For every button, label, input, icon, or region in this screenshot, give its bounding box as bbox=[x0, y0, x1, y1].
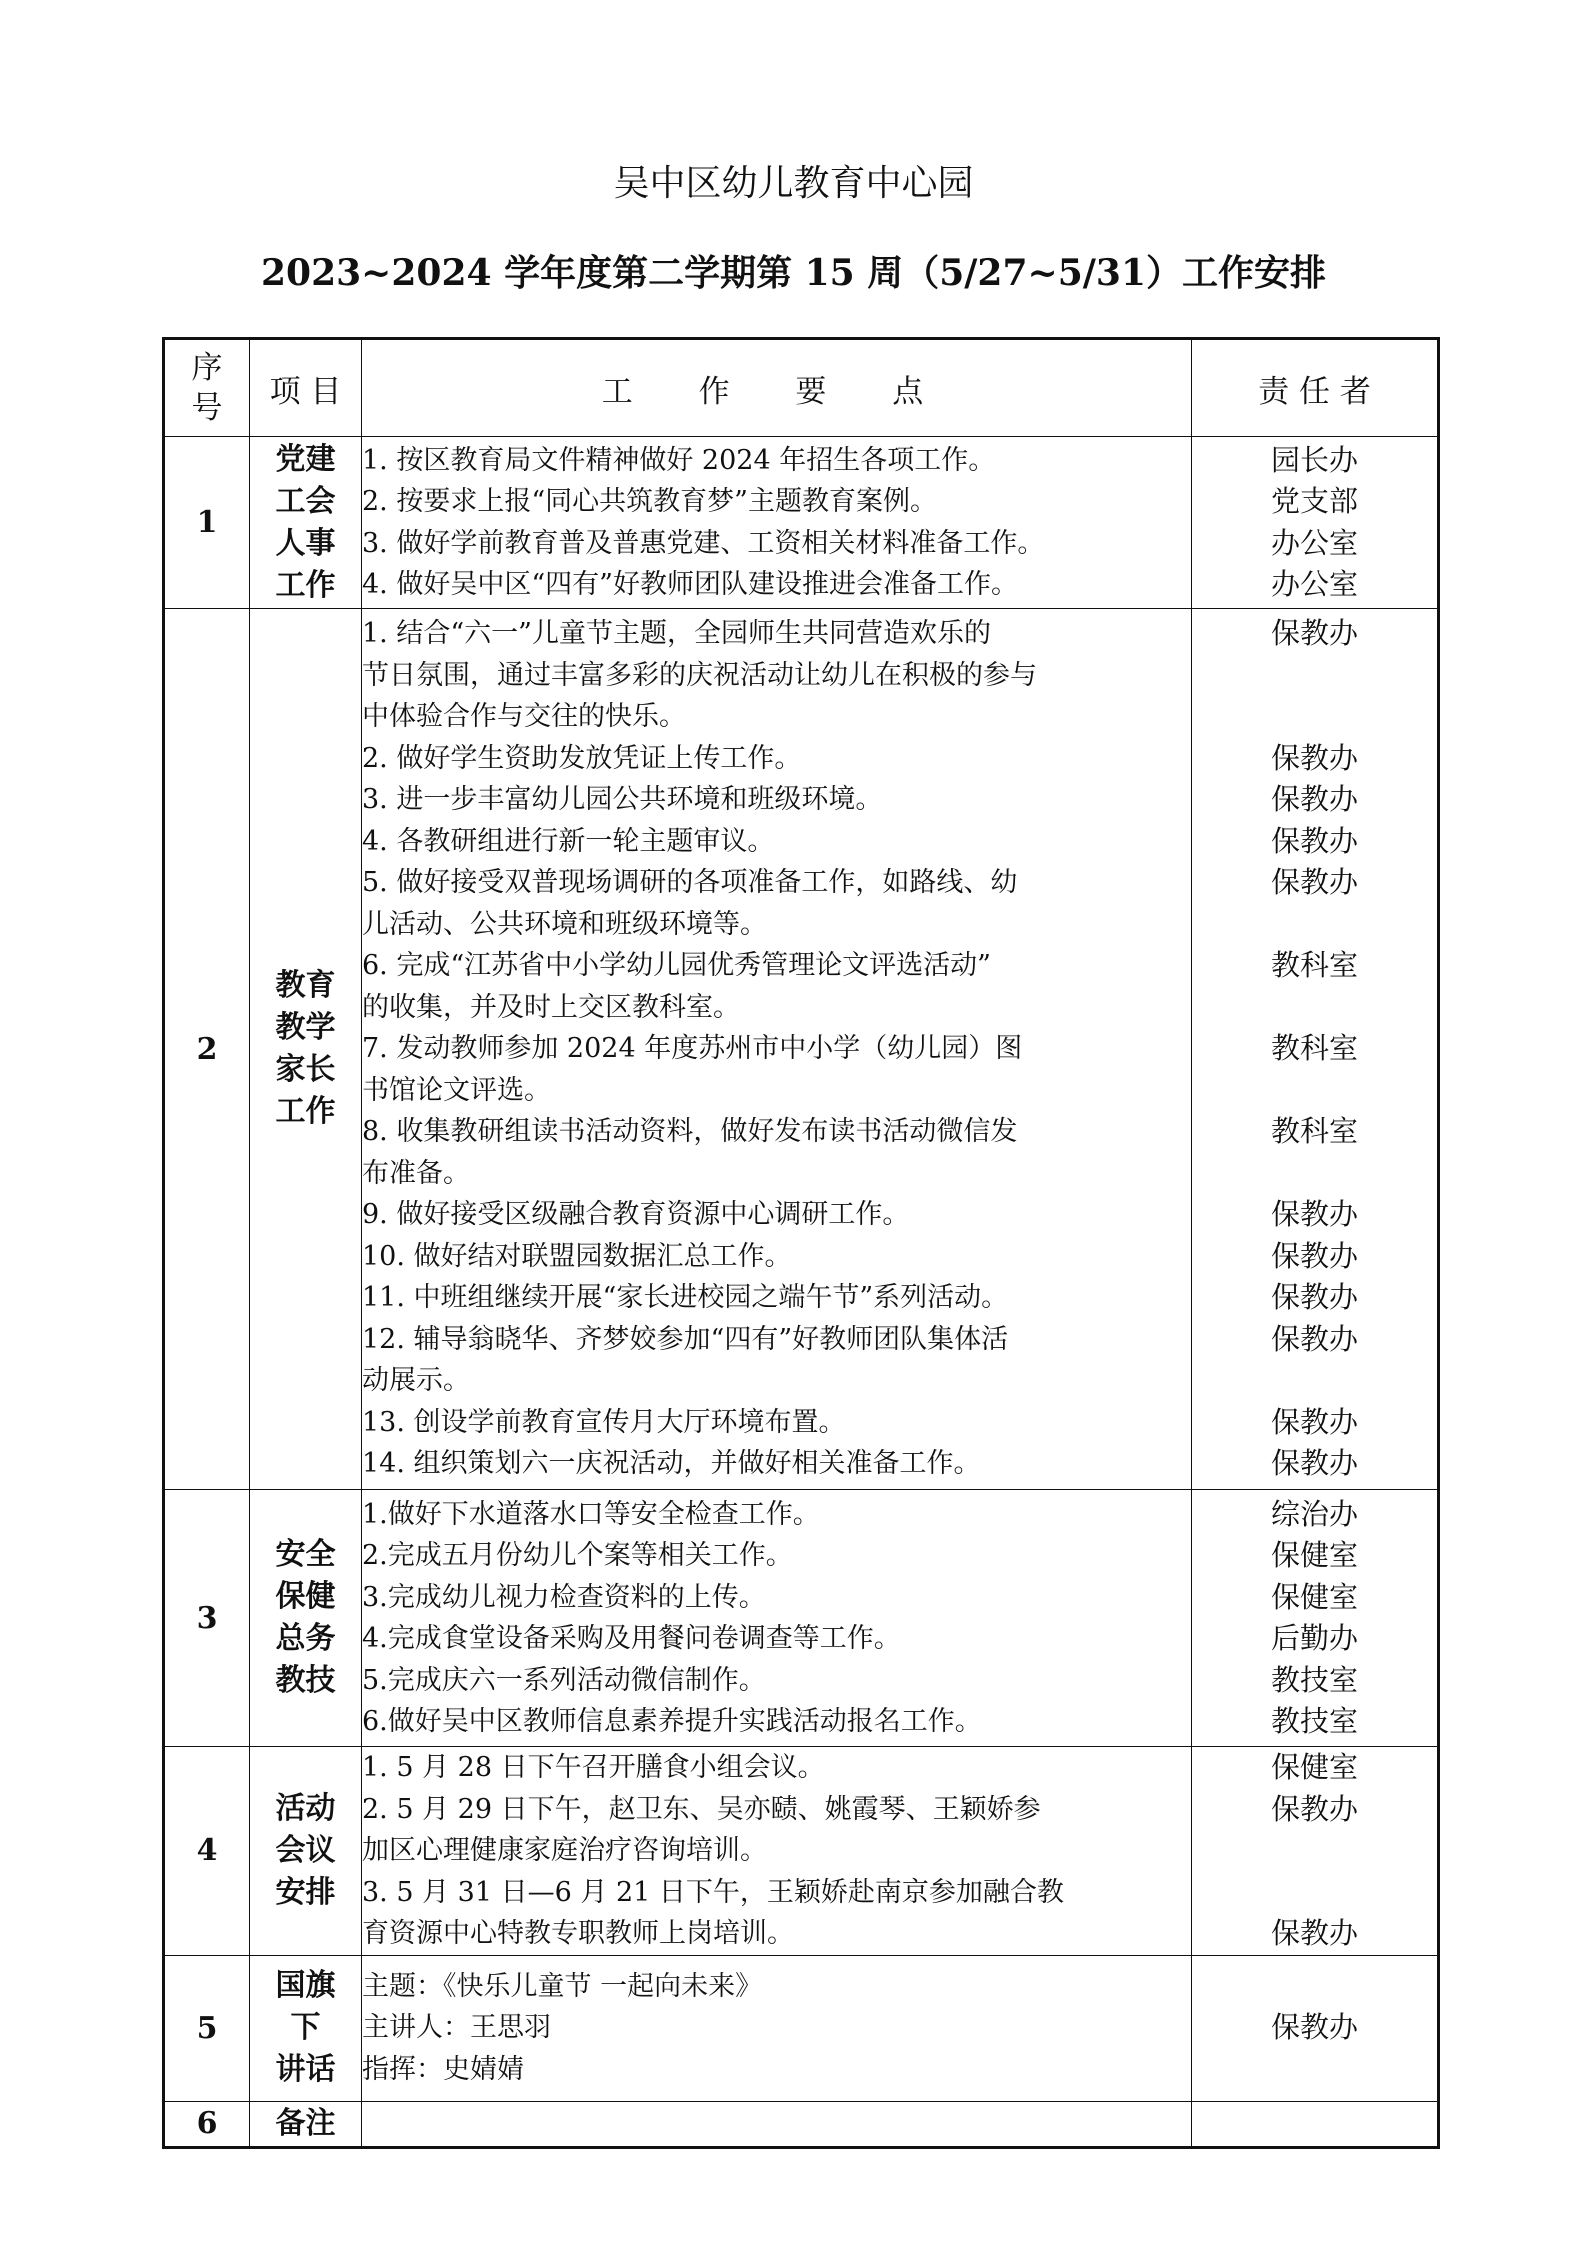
row-category bbox=[250, 437, 362, 609]
row-number: 1 bbox=[164, 437, 250, 609]
table-row bbox=[164, 1747, 1439, 1956]
category-line: 活动 bbox=[275, 1790, 336, 1826]
row-owners bbox=[1192, 1955, 1439, 2101]
category-line: 教育 bbox=[275, 968, 336, 1003]
row-owners bbox=[1192, 1747, 1439, 1956]
work-point-line: 布准备。 bbox=[362, 1157, 470, 1189]
row-category bbox=[250, 1747, 362, 1956]
category-line: 安全 bbox=[275, 1537, 336, 1572]
owner-name: 教科室 bbox=[1270, 948, 1358, 983]
row-category bbox=[250, 1490, 362, 1747]
work-point-line: 5. 做好接受双普现场调研的各项准备工作，如路线、幼 bbox=[362, 867, 1018, 899]
owner-spacer bbox=[1192, 1830, 1437, 1872]
owner-name: 综治办 bbox=[1270, 1496, 1358, 1531]
category-line: 安排 bbox=[275, 1874, 336, 1910]
work-point-line: 指挥：史婧婧 bbox=[362, 2053, 524, 2085]
work-point-line: 主题：《快乐儿童节 一起向未来》 bbox=[362, 1970, 763, 2002]
work-point-line: 主讲人：王思羽 bbox=[362, 2012, 551, 2044]
work-point-line: 儿活动、公共环境和班级环境等。 bbox=[362, 908, 767, 940]
work-point-line: 4. 各教研组进行新一轮主题审议。 bbox=[362, 825, 775, 857]
work-point-line: 加区心理健康家庭治疗咨询培训。 bbox=[362, 1835, 767, 1866]
row-number: 4 bbox=[164, 1747, 250, 1956]
header-seq-line: 序 bbox=[191, 350, 223, 386]
category-line: 党建 bbox=[275, 441, 336, 477]
table-row bbox=[164, 1490, 1439, 1747]
row-number: 5 bbox=[164, 1955, 250, 2101]
row-owners bbox=[1192, 437, 1439, 609]
work-point-line: 9. 做好接受区级融合教育资源中心调研工作。 bbox=[362, 1199, 910, 1231]
owner-name: 保教办 bbox=[1270, 1446, 1358, 1481]
owner-name: 办公室 bbox=[1270, 525, 1358, 560]
owner-name: 党支部 bbox=[1270, 484, 1358, 518]
header-seq-line: 号 bbox=[191, 390, 223, 426]
header-category: 项 目 bbox=[250, 339, 362, 437]
owner-spacer bbox=[1192, 1360, 1437, 1402]
work-point-line: 12. 辅导翁晓华、齐梦姣参加“四有”好教师团队集体活 bbox=[362, 1323, 1009, 1355]
work-point-line: 13. 创设学前教育宣传月大厅环境布置。 bbox=[362, 1406, 846, 1438]
work-point-line: 6. 完成“江苏省中小学幼儿园优秀管理论文评选活动” bbox=[362, 950, 991, 982]
category-line: 家长 bbox=[275, 1052, 336, 1087]
work-point-line: 1. 按区教育局文件精神做好 2024 年招生各项工作。 bbox=[362, 444, 996, 476]
category-line: 讲话 bbox=[275, 2052, 336, 2087]
work-point-line: 5.完成庆六一系列活动微信制作。 bbox=[362, 1664, 766, 1696]
owner-name: 保健室 bbox=[1270, 1538, 1358, 1572]
work-point-line: 节日氛围，通过丰富多彩的庆祝活动让幼儿在积极的参与 bbox=[362, 659, 1037, 691]
work-point-line: 3. 进一步丰富幼儿园公共环境和班级环境。 bbox=[362, 784, 883, 816]
category-line: 国旗 bbox=[275, 1968, 336, 2003]
row-owners bbox=[1192, 1490, 1439, 1747]
row-work-points bbox=[362, 609, 1192, 1490]
work-point-line: 动展示。 bbox=[362, 1365, 470, 1397]
header-seq bbox=[164, 339, 250, 437]
owner-name: 教科室 bbox=[1270, 1031, 1358, 1066]
work-point-line: 3.完成幼儿视力检查资料的上传。 bbox=[362, 1581, 766, 1613]
category-line: 教学 bbox=[275, 1010, 336, 1045]
category-line: 工会 bbox=[275, 483, 336, 519]
owner-spacer bbox=[1192, 1153, 1437, 1195]
owner-name: 教科室 bbox=[1270, 1114, 1358, 1149]
owner-name: 教技室 bbox=[1270, 1662, 1358, 1697]
owner-name: 保健室 bbox=[1270, 1750, 1358, 1784]
work-point-line: 的收集，并及时上交区教科室。 bbox=[362, 991, 740, 1023]
table-row bbox=[164, 609, 1439, 1490]
work-point-line: 2. 5 月 29 日下午，赵卫东、吴亦赜、姚霞琴、王颖娇参 bbox=[362, 1793, 1041, 1825]
work-point-line: 1.做好下水道落水口等安全检查工作。 bbox=[362, 1498, 820, 1530]
owner-name: 保教办 bbox=[1270, 1404, 1358, 1439]
category-line: 保健 bbox=[275, 1579, 336, 1614]
page-subtitle: 2023~2024 学年度第二学期第 15 周（5/27~5/31）工作安排 bbox=[260, 252, 1326, 294]
owner-name: 保教办 bbox=[1270, 823, 1358, 858]
category-line: 工作 bbox=[275, 567, 336, 603]
category-line: 总务 bbox=[275, 1621, 336, 1656]
owner-name: 保教办 bbox=[1270, 616, 1358, 651]
owner-name: 保教办 bbox=[1270, 782, 1358, 817]
owner-spacer bbox=[1192, 696, 1437, 738]
category-line: 会议 bbox=[275, 1832, 336, 1868]
category-line: 教技 bbox=[275, 1663, 336, 1698]
table-row bbox=[164, 437, 1439, 609]
owner-spacer bbox=[1192, 904, 1437, 946]
header-points: 工 作 要 点 bbox=[362, 339, 1192, 437]
owner-name: 保教办 bbox=[1270, 1916, 1358, 1950]
row-category bbox=[250, 1955, 362, 2101]
category-line: 人事 bbox=[275, 525, 336, 561]
row-work-points bbox=[362, 1955, 1192, 2101]
category-line: 工作 bbox=[275, 1094, 336, 1129]
work-point-line: 2.完成五月份幼儿个案等相关工作。 bbox=[362, 1540, 793, 1571]
row-owners bbox=[1192, 2101, 1439, 2147]
row-number: 2 bbox=[164, 609, 250, 1490]
table-row bbox=[164, 2101, 1439, 2147]
owner-name: 园长办 bbox=[1270, 442, 1358, 477]
owner-name: 保教办 bbox=[1270, 1197, 1358, 1232]
owner-spacer bbox=[1192, 1872, 1437, 1914]
row-category bbox=[250, 2101, 362, 2147]
owner-spacer bbox=[1192, 987, 1437, 1029]
work-point-line: 14. 组织策划六一庆祝活动，并做好相关准备工作。 bbox=[362, 1448, 981, 1480]
work-plan-table bbox=[162, 337, 1440, 2149]
row-work-points bbox=[362, 2101, 1192, 2147]
work-point-line: 11. 中班组继续开展“家长进校园之端午节”系列活动。 bbox=[362, 1282, 1009, 1314]
work-point-line: 3. 做好学前教育普及普惠党建、工资相关材料准备工作。 bbox=[362, 527, 1045, 559]
owner-name: 保教办 bbox=[1270, 2010, 1358, 2045]
header-owner: 责 任 者 bbox=[1192, 339, 1439, 437]
owner-name: 保教办 bbox=[1270, 1791, 1358, 1826]
row-work-points bbox=[362, 1747, 1192, 1956]
work-point-line: 7. 发动教师参加 2024 年度苏州市中小学（幼儿园）图 bbox=[362, 1033, 1023, 1065]
work-point-line: 1. 结合“六一”儿童节主题，全园师生共同营造欢乐的 bbox=[362, 618, 991, 650]
row-number: 3 bbox=[164, 1490, 250, 1747]
table-row bbox=[164, 1955, 1439, 2101]
owner-name: 保教办 bbox=[1270, 865, 1358, 900]
owner-spacer bbox=[1192, 655, 1437, 697]
work-point-line: 6.做好吴中区教师信息素养提升实践活动报名工作。 bbox=[362, 1706, 982, 1737]
work-point-line: 4.完成食堂设备采购及用餐问卷调查等工作。 bbox=[362, 1623, 901, 1654]
work-point-line: 中体验合作与交往的快乐。 bbox=[362, 701, 686, 733]
row-work-points bbox=[362, 437, 1192, 609]
row-work-points bbox=[362, 1490, 1192, 1747]
category-line: 下 bbox=[290, 2010, 321, 2045]
owner-name: 保教办 bbox=[1270, 740, 1358, 775]
owner-name: 保教办 bbox=[1270, 1280, 1358, 1315]
row-number: 6 bbox=[164, 2101, 250, 2147]
work-point-line: 2. 按要求上报“同心共筑教育梦”主题教育案例。 bbox=[362, 486, 937, 517]
owner-name: 保教办 bbox=[1270, 1321, 1358, 1356]
owner-name: 保教办 bbox=[1270, 1238, 1358, 1273]
work-point-line: 1. 5 月 28 日下午召开膳食小组会议。 bbox=[362, 1752, 825, 1783]
page-title: 吴中区幼儿教育中心园 bbox=[613, 163, 974, 204]
work-point-line: 育资源中心特教专职教师上岗培训。 bbox=[362, 1918, 794, 1949]
work-point-line: 4. 做好吴中区“四有”好教师团队建设推进会准备工作。 bbox=[362, 569, 1018, 600]
table-header-row bbox=[164, 339, 1439, 437]
work-point-line: 8. 收集教研组读书活动资料，做好发布读书活动微信发 bbox=[362, 1116, 1018, 1148]
work-point-line: 3. 5 月 31 日—6 月 21 日下午，王颖娇赴南京参加融合教 bbox=[362, 1876, 1064, 1908]
owner-name: 保健室 bbox=[1270, 1579, 1358, 1614]
owner-name: 教技室 bbox=[1270, 1704, 1358, 1738]
owner-spacer bbox=[1192, 1070, 1437, 1112]
owner-name: 办公室 bbox=[1270, 567, 1358, 601]
work-point-line: 书馆论文评选。 bbox=[362, 1074, 551, 1106]
owner-name: 后勤办 bbox=[1270, 1621, 1358, 1655]
work-point-line: 10. 做好结对联盟园数据汇总工作。 bbox=[362, 1240, 792, 1272]
work-point-line: 2. 做好学生资助发放凭证上传工作。 bbox=[362, 742, 802, 774]
row-category bbox=[250, 609, 362, 1490]
category-line: 备注 bbox=[275, 2105, 336, 2141]
row-owners bbox=[1192, 609, 1439, 1490]
